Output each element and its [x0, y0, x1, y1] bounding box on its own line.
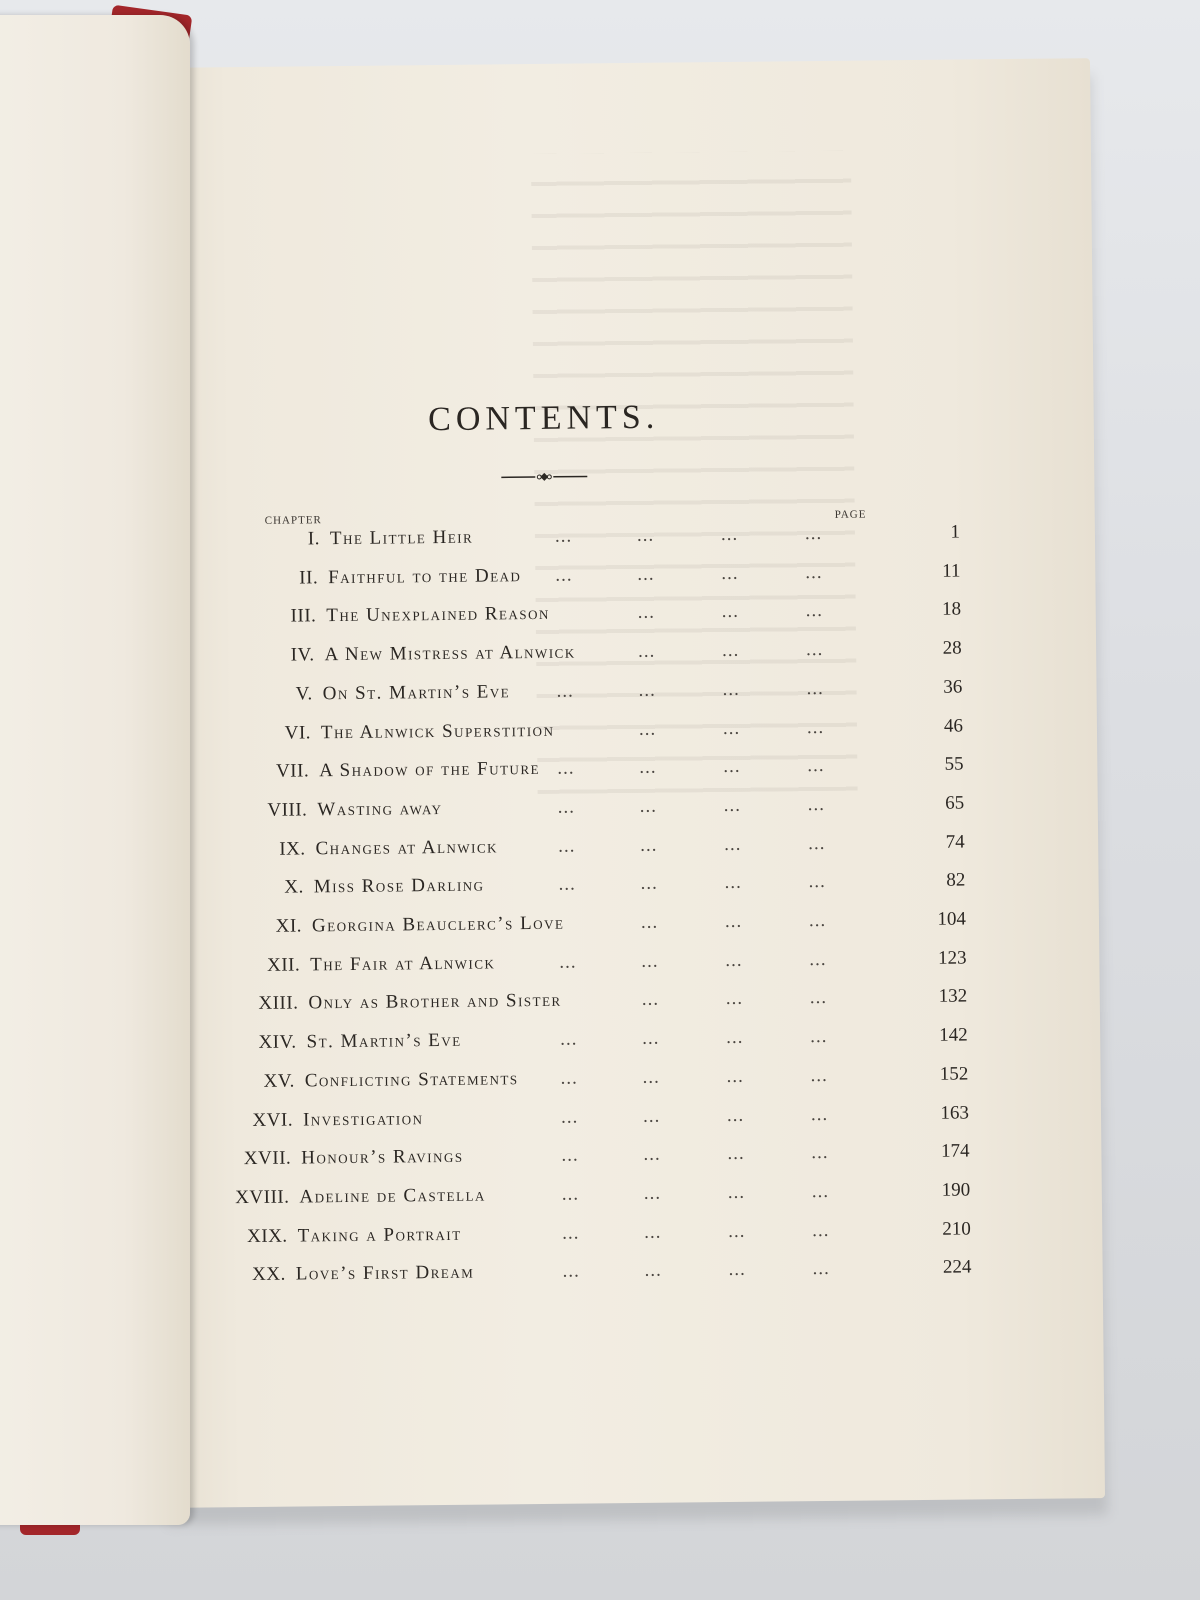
left-page: [0, 15, 190, 1525]
leader-dots: ...: [562, 1222, 580, 1244]
chapter-title: Taking a Portrait: [297, 1223, 462, 1247]
leader-dots: ...: [637, 602, 656, 624]
chapter-title: Conflicting Statements: [304, 1067, 519, 1092]
contents-page: [150, 58, 1105, 1508]
toc-row: [261, 599, 961, 636]
leader-dots: ...: [721, 562, 739, 584]
chapter-title: Georgina Beauclerc’s Love: [311, 912, 565, 937]
leader-dots: ...: [560, 1106, 579, 1128]
leader-dots: ...: [559, 951, 577, 973]
leader-dots: ...: [811, 1180, 830, 1203]
leader-dots: ...: [808, 871, 826, 893]
leader-dots: ...: [637, 563, 655, 585]
leader-dots: ...: [640, 911, 659, 933]
leader-dots: ...: [556, 680, 574, 702]
page-number: 152: [939, 1063, 969, 1085]
leader-dots: ...: [807, 755, 825, 777]
toc-row: [252, 792, 965, 830]
chapter-number: IX.: [279, 838, 306, 860]
leader-dots: ...: [724, 872, 742, 894]
leader-dots: ...: [726, 1104, 745, 1126]
leader-dots: ...: [644, 1260, 662, 1282]
page-number: 174: [940, 1140, 970, 1162]
leader-dots: ...: [561, 1183, 580, 1205]
right-page: [150, 58, 1105, 1508]
chapter-title: The Alnwick Superstition: [320, 719, 555, 743]
page-number: 65: [945, 792, 965, 814]
page-number: 123: [937, 947, 967, 969]
leader-dots: ...: [724, 910, 743, 933]
toc-row: [256, 715, 964, 752]
leader-dots: ...: [728, 1220, 746, 1242]
leader-dots: ...: [812, 1258, 830, 1280]
page-number: 224: [942, 1256, 972, 1279]
leader-dots: ...: [725, 949, 743, 971]
toc-row: [247, 908, 967, 946]
leader-dots: ...: [810, 1103, 829, 1125]
leader-dots: ...: [721, 601, 740, 623]
leader-dots: ...: [724, 833, 742, 855]
page-number: 1: [950, 521, 961, 543]
chapter-number: VII.: [275, 760, 310, 782]
leader-dots: ...: [725, 988, 744, 1010]
page-number: 11: [942, 560, 961, 582]
chapter-number: XI.: [275, 915, 303, 937]
leader-dots: ...: [723, 794, 742, 816]
chapter-number: XIII.: [258, 992, 299, 1015]
leader-dots: ...: [805, 561, 823, 583]
leader-dots: ...: [810, 1064, 828, 1086]
toc-row: [233, 1218, 971, 1255]
leader-dots: ...: [643, 1182, 662, 1204]
leader-dots: ...: [811, 1142, 829, 1164]
chapter-header: CHAPTER: [264, 514, 322, 527]
page-number: 210: [942, 1218, 971, 1240]
leader-dots: ...: [812, 1219, 830, 1241]
leader-dots: ...: [638, 718, 657, 740]
chapter-number: XV.: [263, 1070, 295, 1092]
leader-dots: ...: [642, 1066, 660, 1088]
leader-dots: ...: [560, 1067, 578, 1089]
page-number: 104: [937, 908, 967, 930]
leader-dots: ...: [722, 678, 740, 700]
chapter-number: XII.: [266, 954, 301, 976]
leader-dots: ...: [720, 523, 739, 546]
chapter-title: Only as Brother and Sister: [308, 990, 562, 1014]
leader-dots: ...: [727, 1181, 746, 1203]
chapter-number: XVI.: [252, 1109, 294, 1131]
page-number: 55: [944, 753, 964, 775]
page-number: 82: [946, 869, 966, 892]
page-number: 163: [940, 1101, 970, 1124]
leader-dots: ...: [639, 795, 658, 817]
leader-dots: ...: [809, 987, 828, 1009]
leader-dots: ...: [558, 835, 576, 857]
page-number: 142: [939, 1024, 968, 1046]
page-number: 36: [943, 676, 963, 698]
leader-dots: ...: [726, 1065, 744, 1087]
chapter-number: III.: [290, 605, 317, 627]
ornament-divider: [499, 471, 589, 482]
chapter-title: The Fair at Alnwick: [310, 952, 496, 976]
leader-dots: ...: [643, 1143, 661, 1166]
leader-dots: ...: [638, 640, 656, 663]
leader-dots: ...: [640, 834, 658, 856]
chapter-number: II.: [299, 566, 319, 589]
chapter-number: XVIII.: [235, 1186, 290, 1209]
leader-dots: ...: [726, 1026, 744, 1049]
chapter-title: Love’s First Dream: [295, 1261, 475, 1285]
chapter-number: VI.: [284, 721, 312, 744]
leader-dots: ...: [554, 525, 573, 547]
leader-dots: ...: [555, 564, 573, 586]
page-header: PAGE: [834, 508, 867, 521]
toc-row: [240, 1063, 969, 1101]
leader-dots: ...: [557, 796, 576, 818]
chapter-number: XIX.: [246, 1225, 288, 1247]
chapter-title: Miss Rose Darling: [313, 874, 485, 898]
toc-row: [245, 947, 967, 984]
leader-dots: ...: [804, 522, 823, 545]
chapter-number: IV.: [290, 644, 315, 666]
leader-dots: ...: [639, 756, 657, 779]
chapter-number: XIV.: [258, 1031, 297, 1054]
leader-dots: ...: [722, 639, 740, 662]
toc-row: [236, 1140, 970, 1178]
leader-dots: ...: [723, 756, 741, 778]
page-number: 132: [938, 985, 968, 1008]
leader-dots: ...: [641, 989, 660, 1011]
leader-dots: ...: [728, 1259, 746, 1281]
toc-row: [234, 1179, 971, 1217]
leader-dots: ...: [809, 948, 827, 970]
toc-row: [231, 1256, 972, 1294]
chapter-title: The Little Heir: [329, 526, 474, 550]
page-number: 46: [943, 715, 964, 737]
chapter-title: Wasting away: [317, 797, 443, 821]
chapter-number: XVII.: [243, 1147, 292, 1170]
toc-row: [250, 831, 965, 868]
leader-dots: ...: [805, 600, 824, 622]
leader-dots: ...: [561, 1144, 579, 1166]
toc-row: [238, 1101, 970, 1139]
leader-dots: ...: [810, 1026, 828, 1048]
toc-row: [258, 676, 963, 713]
chapter-title: A New Mistress at Alnwick: [324, 641, 576, 666]
toc-row: [254, 753, 964, 791]
leader-dots: ...: [808, 832, 826, 854]
chapter-title: Investigation: [302, 1107, 424, 1130]
chapter-title: The Unexplained Reason: [326, 603, 550, 627]
leader-dots: ...: [641, 950, 659, 972]
toc-row: [263, 560, 963, 597]
leader-dots: ...: [562, 1260, 580, 1283]
toc-row: [259, 637, 962, 675]
chapter-title: Changes at Alnwick: [315, 835, 499, 859]
chapter-number: I.: [307, 528, 321, 550]
leader-dots: ...: [808, 909, 827, 932]
leader-dots: ...: [638, 679, 656, 701]
leader-dots: ...: [722, 717, 741, 739]
chapter-number: VIII.: [267, 799, 308, 821]
chapter-title: Honour’s Ravings: [301, 1145, 464, 1169]
chapter-number: V.: [295, 683, 313, 705]
chapter-title: Adeline de Castella: [299, 1184, 486, 1208]
page-number: 74: [945, 831, 965, 853]
page-title: CONTENTS.: [427, 398, 660, 439]
toc-row: [265, 521, 965, 558]
leader-dots: ...: [560, 1028, 578, 1050]
leader-dots: ...: [644, 1221, 662, 1243]
chapter-title: St. Martin’s Eve: [306, 1029, 462, 1053]
page-number: 28: [942, 637, 962, 659]
leader-dots: ...: [557, 757, 575, 779]
leader-dots: ...: [807, 793, 826, 816]
page-number: 190: [941, 1179, 971, 1201]
leader-dots: ...: [642, 1105, 661, 1127]
leader-dots: ...: [806, 639, 824, 661]
chapter-title: Faithful to the Dead: [328, 564, 522, 588]
chapter-number: XX.: [252, 1263, 286, 1286]
toc-row: [241, 1024, 968, 1062]
leader-dots: ...: [806, 677, 824, 699]
chapter-number: X.: [284, 876, 304, 898]
chapter-title: On St. Martin’s Eve: [322, 681, 511, 705]
toc-row: [243, 985, 968, 1023]
leader-dots: ...: [558, 873, 576, 896]
leader-dots: ...: [642, 1027, 660, 1049]
leader-dots: ...: [727, 1143, 745, 1165]
page-number: 18: [941, 598, 962, 621]
toc-row: [249, 869, 966, 907]
leader-dots: ...: [640, 873, 658, 895]
leader-dots: ...: [806, 716, 825, 738]
leader-dots: ...: [636, 524, 655, 546]
chapter-title: A Shadow of the Future: [319, 758, 541, 782]
